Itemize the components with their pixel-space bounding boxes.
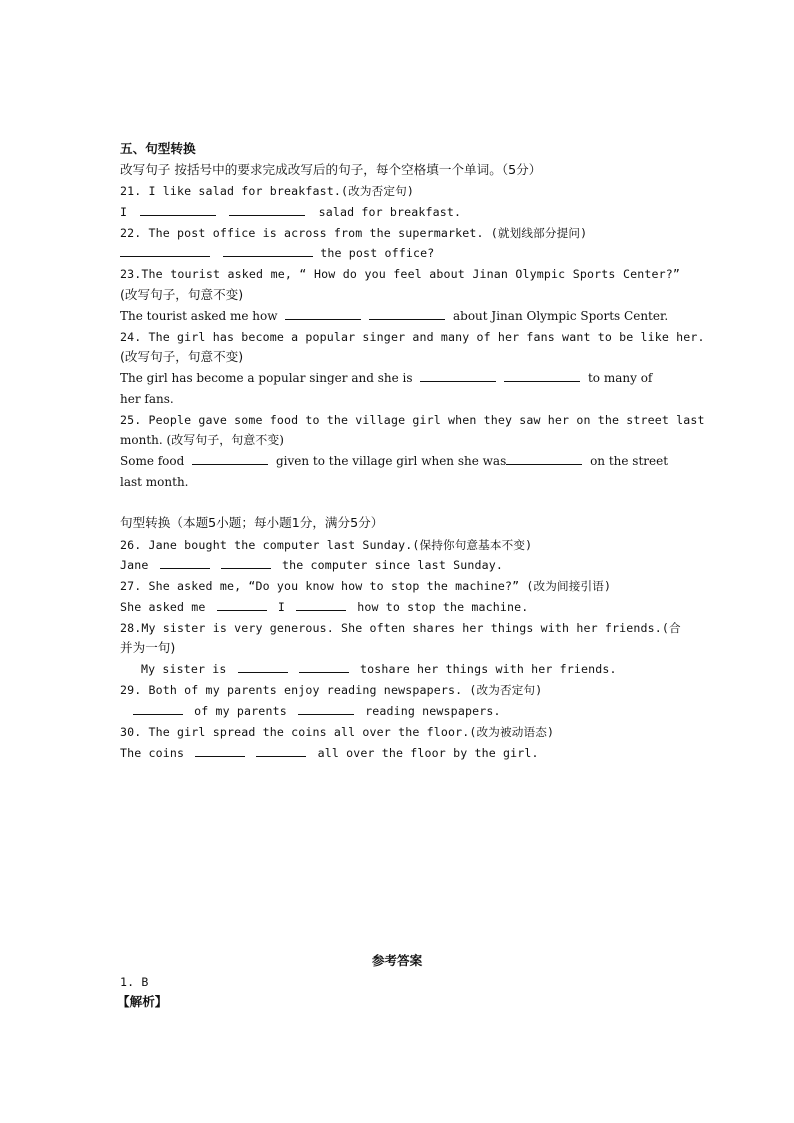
answer-blank[interactable] [120,245,210,257]
question-22: 22. The post office is across from the supermarket. (就划线部分提问) [120,226,588,240]
answer-text: My sister is [141,662,227,676]
question-25-cont: month. (改写句子，句意不变) [120,433,284,447]
answer-line-25-cont: last month. [120,475,189,489]
answer-text: Some food [120,454,185,468]
answer-text: of my parents [194,704,287,718]
question-28: 28.My sister is very generous. She often shares her things with her friends.(合 [120,621,681,635]
answer-blank[interactable] [140,204,216,216]
question-21: 21. I like salad for breakfast.(改为否定句) [120,184,415,198]
answer-item-1: 1. B [120,975,149,989]
question-28-cont: 并为一句) [120,640,176,655]
answer-text: She asked me [120,600,206,614]
answer-line-29 [133,703,693,719]
answers-heading: 参考答案 [371,953,423,968]
answer-text: given to the village girl when she was [275,454,507,468]
question-30: 30. The girl spread the coins all over the floor.(改为被动语态) [120,725,555,739]
section-instruction: 改写句子 按括号中的要求完成改写后的句子，每个空格填一个单词。（5分） [120,162,542,177]
question-24-requirement: (改写句子，句意不变) [120,349,244,364]
answer-line-27 [120,599,680,615]
answer-text: The coins [120,746,185,760]
answer-line-21 [120,204,680,220]
answer-text: on the street [590,454,669,468]
answer-blank[interactable] [285,308,361,320]
answer-text: The tourist asked me how [120,309,278,323]
section-heading: 五、句型转换 [120,141,196,156]
answer-text: how to stop the machine. [357,600,529,614]
answer-line-26 [120,557,680,573]
answer-line-30 [120,745,680,761]
answer-blank[interactable] [160,557,210,569]
answer-blank[interactable] [298,703,354,715]
answer-blank[interactable] [229,204,305,216]
answer-line-24 [120,370,680,386]
answer-text: The girl has become a popular singer and she is [120,371,413,385]
question-26: 26. Jane bought the computer last Sunday.(保持你句意基本不变) [120,538,533,552]
answer-line-24-cont: her fans. [120,392,174,406]
answer-blank[interactable] [299,661,349,673]
answer-blank[interactable] [221,557,271,569]
answer-text: all over the floor by the girl. [317,746,539,760]
question-23-requirement: (改写句子，句意不变) [120,287,244,302]
answer-blank[interactable] [256,745,306,757]
analysis-label: 【解析】 [117,994,168,1009]
answer-blank[interactable] [506,453,582,465]
answer-text: about Jinan Olympic Sports Center. [452,309,669,323]
answer-blank[interactable] [504,370,580,382]
answer-line-23 [120,308,680,324]
answer-line-22 [120,245,680,261]
answer-text: reading newspapers. [365,704,501,718]
question-25: 25. People gave some food to the village girl when they saw her on the street last [120,413,705,427]
answer-blank[interactable] [195,745,245,757]
answer-line-25 [120,453,680,469]
answer-text: salad for breakfast. [318,205,462,219]
answer-blank[interactable] [420,370,496,382]
question-24: 24. The girl has become a popular singer and many of her fans want to be like her. [120,330,705,344]
question-29: 29. Both of my parents enjoy reading newspapers. (改为否定句) [120,683,543,697]
answer-text: Jane [120,558,149,572]
answer-line-28 [141,661,701,677]
answer-blank[interactable] [238,661,288,673]
answer-text: the post office? [320,246,435,260]
question-23: 23.The tourist asked me, “ How do you feel about Jinan Olympic Sports Center?” [120,267,680,281]
answer-blank[interactable] [223,245,313,257]
answer-text: I [120,205,128,219]
question-27: 27. She asked me, “Do you know how to stop the machine?” (改为间接引语) [120,579,612,593]
answer-text: toshare her things with her friends. [359,662,617,676]
answer-blank[interactable] [296,599,346,611]
answer-blank[interactable] [369,308,445,320]
answer-text: to many of [587,371,653,385]
answer-blank[interactable] [217,599,267,611]
answer-blank[interactable] [133,703,183,715]
answer-text: the computer since last Sunday. [281,558,503,572]
answer-blank[interactable] [192,453,268,465]
section-b-heading: 句型转换（本题5小题；每小题1分，满分5分） [120,515,384,530]
answer-text: I [277,600,285,614]
